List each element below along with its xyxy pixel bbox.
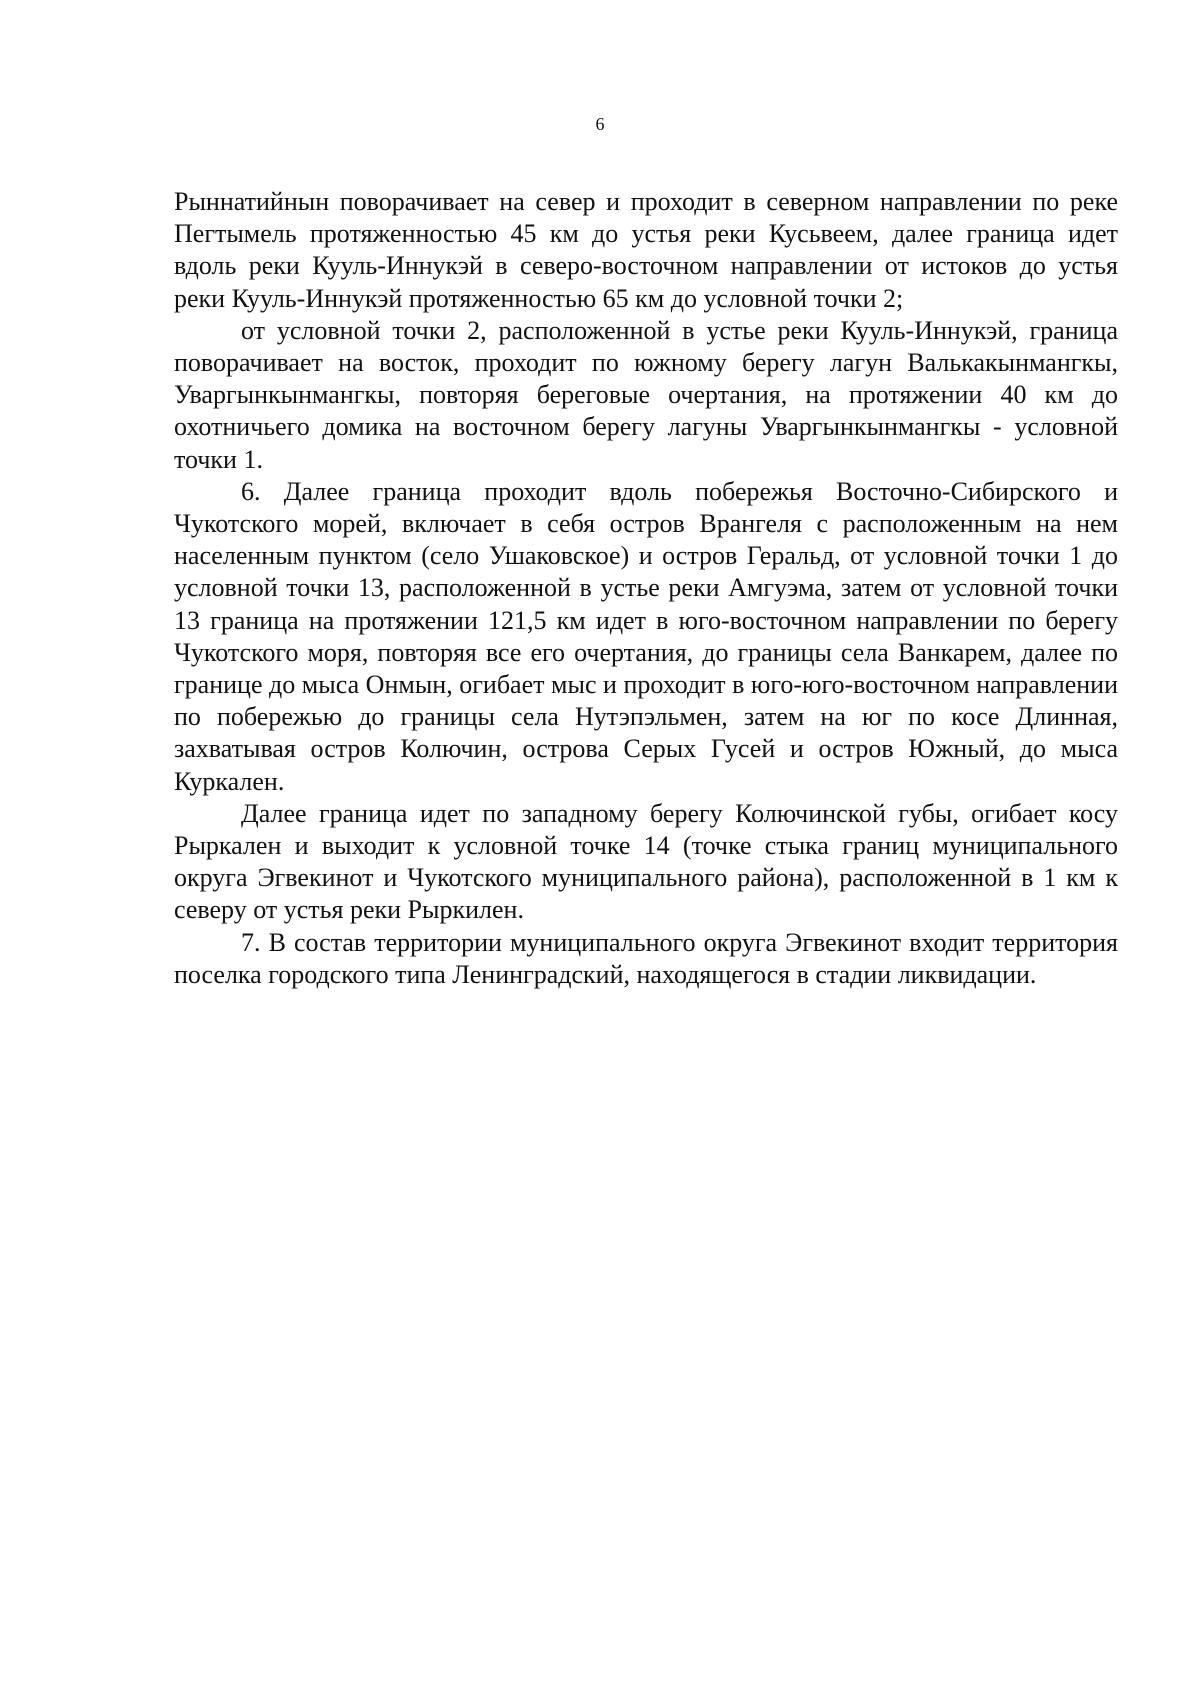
paragraph-kolyuchin-bay: Далее граница идет по западному берегу Колючинской губы, огибает косу Рыркален и выходит к условной точке 14 (точке стыка границ муниципального округа Эгвекинот и Чукотского муниципального района), расположенной в 1 км к северу от устья реки Рыркилен.	[174, 798, 1118, 925]
paragraph-continuation: Рыннатийнын поворачивает на север и проходит в северном направлении по реке Пегтымель протяженностью 45 км до устья реки Кусьвеем, далее граница идет вдоль реки Кууль-Иннукэй в северо-восточном направлении от истоков до устья реки Кууль-Иннукэй протяженностью 65 км до условной точки 2;	[174, 187, 1118, 313]
page-number: 6	[595, 114, 605, 134]
paragraph-section-6: 6. Далее граница проходит вдоль побережья Восточно-Сибирского и Чукотского морей, включает в себя остров Врангеля с расположенным на нем населенным пунктом (село Ушаковское) и остров Геральд, от условной точки 1 до условной точки 13, расположенной в устье реки Амгуэма, затем от условной точки 13 граница на протяжении 121,5 км идет в юго-восточном направлении по берегу Чукотского моря, повторяя все его очертания, до границы села Ванкарем, далее по границе до мыса Онмын, огибает мыс и проходит в юго-юго-восточном направлении по побережью до границы села Нутэпэльмен, затем на юг по косе Длинная, захватывая остров Колючин, острова Серых Гусей и остров Южный, до мыса Куркален.	[174, 476, 1118, 796]
document-body	[174, 186, 1118, 991]
paragraph-section-7: 7. В состав территории муниципального округа Эгвекинот входит территория поселка городского типа Ленинградский, находящегося в стадии ликвидации.	[174, 927, 1118, 989]
paragraph-conditional-point-2: от условной точки 2, расположенной в устье реки Кууль-Иннукэй, граница поворачивает на восток, проходит по южному берегу лагун Валькакынмангкы, Уваргынкынмангкы, повторяя береговые очертания, на протяжении 40 км до охотничьего домика на восточном берегу лагуны Уваргынкынмангкы - условной точки 1.	[174, 315, 1118, 474]
